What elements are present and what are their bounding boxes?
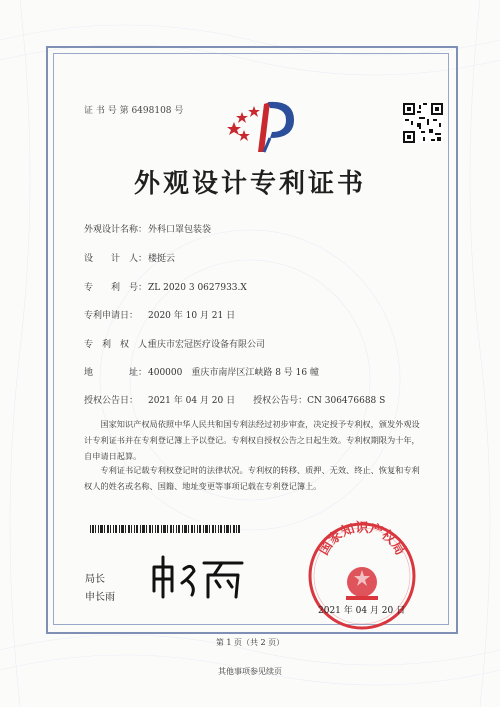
field-value: ZL 2020 3 0627933.X xyxy=(148,283,247,293)
barcode-icon xyxy=(90,525,240,533)
field-patentee xyxy=(84,337,265,350)
footer-note: 其他事项参见续页 xyxy=(218,667,282,676)
field-design-name xyxy=(84,222,211,235)
field-label: 外观设计名称： xyxy=(84,225,148,235)
field-designer xyxy=(84,251,175,264)
field-label: 地 址： xyxy=(84,368,148,378)
field-application-date xyxy=(84,308,235,321)
field-value: 2021 年 04 月 20 日 授权公告号：CN 306476688 S xyxy=(148,396,386,406)
field-label: 专利申请日： xyxy=(84,311,139,321)
field-label: 授权公告日： xyxy=(84,396,139,406)
document-title: 外观设计专利证书 xyxy=(133,169,366,199)
field-label: 设 计 人： xyxy=(84,254,148,264)
field-value: 400000 重庆市南岸区江峡路 8 号 16 幢 xyxy=(148,368,319,378)
certificate-number: 证 书 号 第 6498108 号 xyxy=(84,106,184,116)
page-number: 第 1 页（共 2 页） xyxy=(215,638,285,647)
director-title: 局长 xyxy=(85,574,105,585)
field-value: 重庆市宏冠医疗设备有限公司 xyxy=(148,340,266,350)
field-label: 专 利 权 人： xyxy=(84,340,157,350)
qr-code-icon xyxy=(403,103,443,143)
director-name: 申长雨 xyxy=(85,592,115,603)
field-patent-number xyxy=(84,280,247,293)
field-address xyxy=(84,365,319,378)
field-grant-date xyxy=(84,393,385,406)
field-value: 外科口罩包装袋 xyxy=(148,225,212,235)
grant-paragraph: 国家知识产权局依照中华人民共和国专利法经过初步审查，决定授予专利权，颁发外观设计专利证书并在专利登记簿上予以登记。专利权自授权公告之日起生效。专利权期限为十年，自申请日起算。 xyxy=(84,419,420,461)
field-label: 专 利 号： xyxy=(84,283,148,293)
field-value: 2020 年 10 月 21 日 xyxy=(148,311,236,321)
seal-date: 2021 年 04 月 20 日 xyxy=(318,606,406,616)
field-value: 楼挺云 xyxy=(148,254,176,264)
legal-status-paragraph: 专利证书记载专利权登记时的法律状况。专利权的转移、质押、无效、终止、恢复和专利权人的姓名或名称、国籍、地址变更等事项记载在专利登记簿上。 xyxy=(84,465,420,491)
signature-image xyxy=(148,553,248,601)
svg-text:国家知识产权局: 国家知识产权局 xyxy=(316,520,408,558)
logo-emblem-icon xyxy=(224,92,302,158)
